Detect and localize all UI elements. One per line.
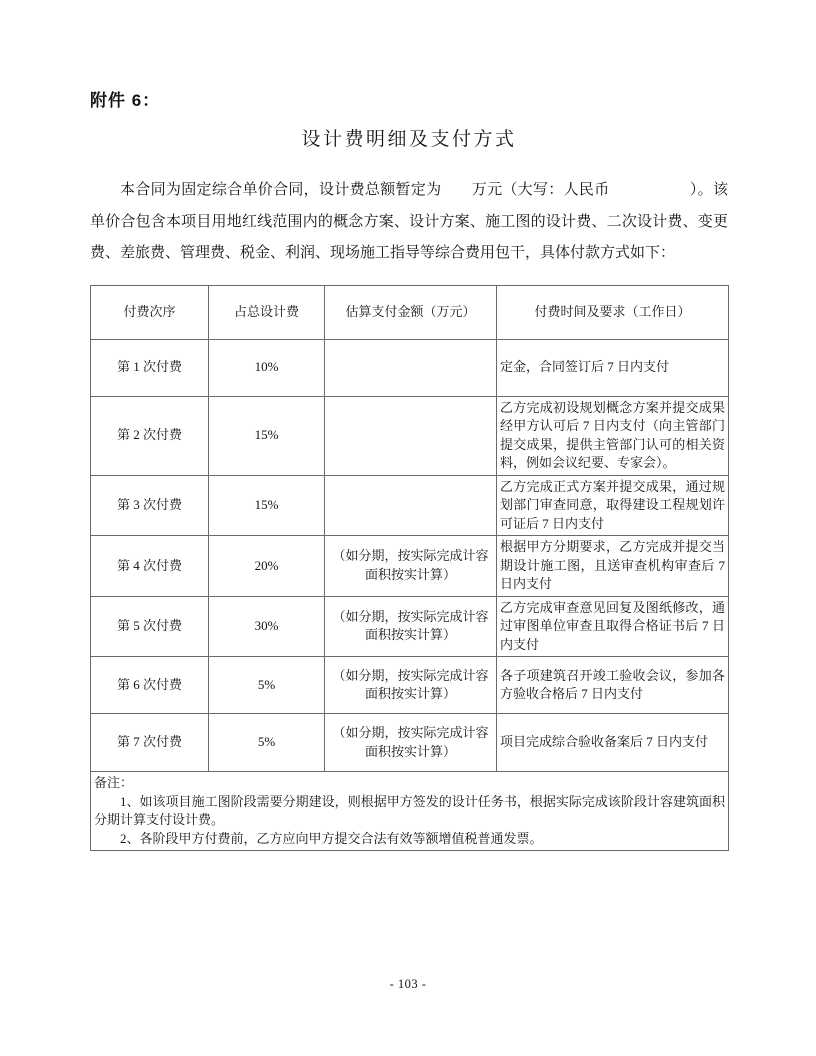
payment-schedule-table: [90, 285, 729, 852]
intro-paragraph: [90, 175, 728, 270]
amount-cell: （如分期，按实际完成计容面积按实计算）: [325, 714, 497, 772]
payment-sequence-cell: 第 6 次付费: [91, 657, 209, 714]
time-requirement-cell: 乙方完成初设规划概念方案并提交成果经甲方认可后 7 日内支付（向主管部门提交成果，提供主管部门认可的相关资料，例如会议纪要、专家会）。: [497, 396, 729, 475]
table-row: [91, 657, 729, 714]
time-requirement-cell: 根据甲方分期要求，乙方完成并提交当期设计施工图，且送审查机构审查后 7 日内支付: [497, 536, 729, 597]
amount-cell: [325, 396, 497, 475]
payment-sequence-cell: 第 7 次付费: [91, 714, 209, 772]
time-requirement-cell: 项目完成综合验收备案后 7 日内支付: [497, 714, 729, 772]
percent-cell: 5%: [209, 714, 325, 772]
table-notes-row: [91, 772, 729, 851]
page-title: 设计费明细及支付方式: [301, 129, 517, 150]
intro-text-3: ）。: [689, 182, 713, 198]
percent-cell: 10%: [209, 339, 325, 396]
table-row: [91, 596, 729, 657]
table-row: [91, 714, 729, 772]
payment-sequence-cell: 第 2 次付费: [91, 396, 209, 475]
amount-cell: （如分期，按实际完成计容面积按实计算）: [325, 536, 497, 597]
time-requirement-cell: 定金，合同签订后 7 日内支付: [497, 339, 729, 396]
amount-cell: [325, 475, 497, 536]
percent-cell: 30%: [209, 596, 325, 657]
notes-label: 备注：: [94, 775, 134, 790]
header-payment-sequence: 付费次序: [91, 285, 209, 339]
header-payment-time-requirements: 付费时间及要求（工作日）: [497, 285, 729, 339]
header-estimated-amount: 估算支付金额（万元）: [325, 285, 497, 339]
time-requirement-cell: 乙方完成审查意见回复及图纸修改，通过审图单位审查且取得合格证书后 7 日内支付: [497, 596, 729, 657]
payment-sequence-cell: 第 3 次付费: [91, 475, 209, 536]
table-row: [91, 536, 729, 597]
note-item-1: 1、如该项目施工图阶段需要分期建设，则根据甲方签发的设计任务书，根据实际完成该阶段计容建筑面积分期计算支付设计费。: [94, 793, 725, 827]
amount-cell: [325, 339, 497, 396]
table-row: [91, 475, 729, 536]
intro-text-2: 万元（大写：人民币: [471, 182, 610, 198]
page-number: - 103 -: [389, 977, 427, 991]
time-requirement-cell: 乙方完成正式方案并提交成果，通过规划部门审查同意，取得建设工程规划许可证后 7 日内支付: [497, 475, 729, 536]
percent-cell: 15%: [209, 475, 325, 536]
note-item-2: 2、各阶段甲方付费前，乙方应向甲方提交合法有效等额增值税普通发票。: [120, 830, 543, 846]
notes-cell: [91, 772, 729, 851]
payment-sequence-cell: 第 4 次付费: [91, 536, 209, 597]
amount-fill-in-blank: [441, 193, 471, 194]
document-content: [90, 0, 728, 851]
time-requirement-cell: 各子项建筑召开竣工验收会议，参加各方验收合格后 7 日内支付: [497, 657, 729, 714]
percent-cell: 5%: [209, 657, 325, 714]
amount-cell: （如分期，按实际完成计容面积按实计算）: [325, 657, 497, 714]
table-row: [91, 396, 729, 475]
percent-cell: 15%: [209, 396, 325, 475]
table-header-row: [91, 285, 729, 339]
intro-text-1: 本合同为固定综合单价合同，设计费总额暂定为: [120, 182, 442, 198]
payment-sequence-cell: 第 1 次付费: [91, 339, 209, 396]
table-row: [91, 339, 729, 396]
attachment-label: 附件 6：: [90, 91, 161, 110]
amount-in-words-fill-in-blank: [610, 193, 690, 194]
payment-sequence-cell: 第 5 次付费: [91, 596, 209, 657]
percent-cell: 20%: [209, 536, 325, 597]
amount-cell: （如分期，按实际完成计容面积按实计算）: [325, 596, 497, 657]
intro-text-4: 该单价合包含本项目用地红线范围内的概念方案、设计方案、施工图的设计费、二次设计费、变更费、差旅费、管理费、税金、利润、现场施工指导等综合费用包干，具体付款方式如下：: [90, 182, 728, 261]
header-percent-of-total: 占总设计费: [209, 285, 325, 339]
